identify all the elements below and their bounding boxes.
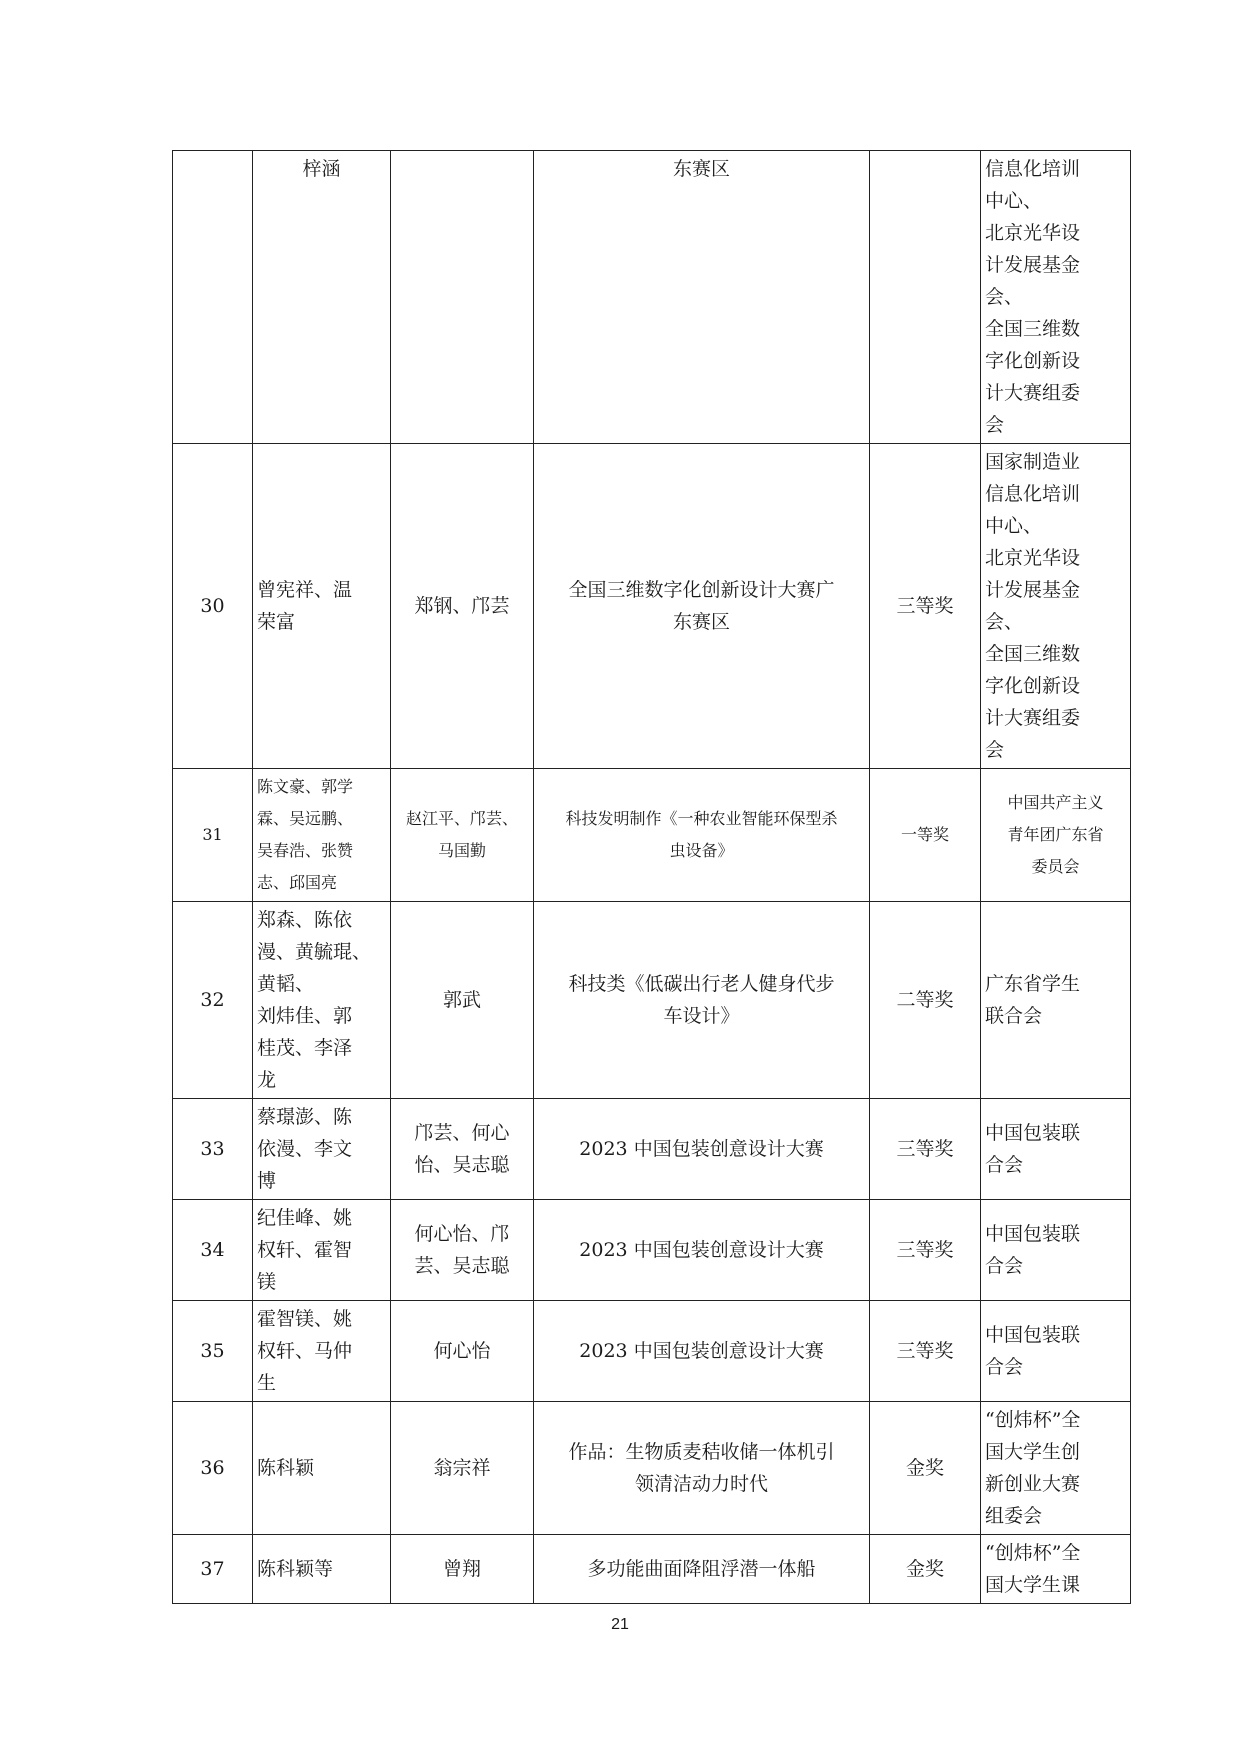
award-advisors xyxy=(391,151,534,444)
award-number: 37 xyxy=(173,1535,253,1604)
award-organizer: 广东省学生 联合会 xyxy=(981,902,1131,1099)
award-project: 2023 中国包装创意设计大赛 xyxy=(534,1099,870,1200)
award-organizer: 中国包装联 合会 xyxy=(981,1301,1131,1402)
page-number: 21 xyxy=(611,1616,629,1633)
award-level: 三等奖 xyxy=(870,1099,981,1200)
table-row xyxy=(173,1301,1131,1402)
award-organizer: 国家制造业 信息化培训 中心、 北京光华设 计发展基金 会、 全国三维数 字化创新设 计大赛组委 会 xyxy=(981,444,1131,769)
award-project: 全国三维数字化创新设计大赛广 东赛区 xyxy=(534,444,870,769)
table-row xyxy=(173,769,1131,902)
award-advisors: 郭武 xyxy=(391,902,534,1099)
award-number: 30 xyxy=(173,444,253,769)
award-students: 蔡璟澎、陈 依漫、李文 博 xyxy=(253,1099,391,1200)
award-advisors: 翁宗祥 xyxy=(391,1402,534,1535)
award-students: 曾宪祥、温 荣富 xyxy=(253,444,391,769)
awards-table-body xyxy=(173,151,1131,1604)
award-organizer: “创炜杯”全 国大学生创 新创业大赛 组委会 xyxy=(981,1402,1131,1535)
award-students: 霍智镁、姚 权轩、马仲 生 xyxy=(253,1301,391,1402)
award-level: 一等奖 xyxy=(870,769,981,902)
award-number: 34 xyxy=(173,1200,253,1301)
award-students: 纪佳峰、姚 权轩、霍智 镁 xyxy=(253,1200,391,1301)
award-number: 32 xyxy=(173,902,253,1099)
award-project: 科技发明制作《一种农业智能环保型杀 虫设备》 xyxy=(534,769,870,902)
award-advisors: 曾翔 xyxy=(391,1535,534,1604)
award-project: 多功能曲面降阻浮潜一体船 xyxy=(534,1535,870,1604)
award-level xyxy=(870,151,981,444)
award-advisors: 赵江平、邝芸、 马国勤 xyxy=(391,769,534,902)
award-advisors: 何心怡、邝 芸、吴志聪 xyxy=(391,1200,534,1301)
award-organizer: 中国共产主义 青年团广东省 委员会 xyxy=(981,769,1131,902)
award-level: 三等奖 xyxy=(870,444,981,769)
award-project: 作品：生物质麦秸收储一体机引 领清洁动力时代 xyxy=(534,1402,870,1535)
award-level: 金奖 xyxy=(870,1535,981,1604)
award-students: 郑森、陈依 漫、黄毓琨、 黄韬、 刘炜佳、郭 桂茂、李泽 龙 xyxy=(253,902,391,1099)
award-level: 二等奖 xyxy=(870,902,981,1099)
award-number: 35 xyxy=(173,1301,253,1402)
award-organizer: 中国包装联 合会 xyxy=(981,1200,1131,1301)
table-row xyxy=(173,1535,1131,1604)
award-number: 31 xyxy=(173,769,253,902)
award-level: 三等奖 xyxy=(870,1200,981,1301)
table-row xyxy=(173,1402,1131,1535)
award-students: 陈文豪、郭学 霖、吴远鹏、 吴春浩、张赞 志、邱国亮 xyxy=(253,769,391,902)
award-level: 金奖 xyxy=(870,1402,981,1535)
table-row xyxy=(173,151,1131,444)
award-organizer: “创炜杯”全 国大学生课 xyxy=(981,1535,1131,1604)
award-project: 东赛区 xyxy=(534,151,870,444)
award-advisors: 郑钢、邝芸 xyxy=(391,444,534,769)
award-advisors: 何心怡 xyxy=(391,1301,534,1402)
table-row xyxy=(173,902,1131,1099)
award-students: 陈科颖 xyxy=(253,1402,391,1535)
award-number: 36 xyxy=(173,1402,253,1535)
awards-table xyxy=(172,150,1131,1604)
award-students: 陈科颖等 xyxy=(253,1535,391,1604)
award-level: 三等奖 xyxy=(870,1301,981,1402)
award-organizer: 中国包装联 合会 xyxy=(981,1099,1131,1200)
award-students: 梓涵 xyxy=(253,151,391,444)
award-project: 2023 中国包装创意设计大赛 xyxy=(534,1301,870,1402)
award-project: 2023 中国包装创意设计大赛 xyxy=(534,1200,870,1301)
award-project: 科技类《低碳出行老人健身代步 车设计》 xyxy=(534,902,870,1099)
table-row xyxy=(173,1099,1131,1200)
award-number: 33 xyxy=(173,1099,253,1200)
award-number xyxy=(173,151,253,444)
table-row xyxy=(173,1200,1131,1301)
award-advisors: 邝芸、何心 怡、吴志聪 xyxy=(391,1099,534,1200)
award-organizer: 信息化培训 中心、 北京光华设 计发展基金 会、 全国三维数 字化创新设 计大赛组委 会 xyxy=(981,151,1131,444)
table-row xyxy=(173,444,1131,769)
